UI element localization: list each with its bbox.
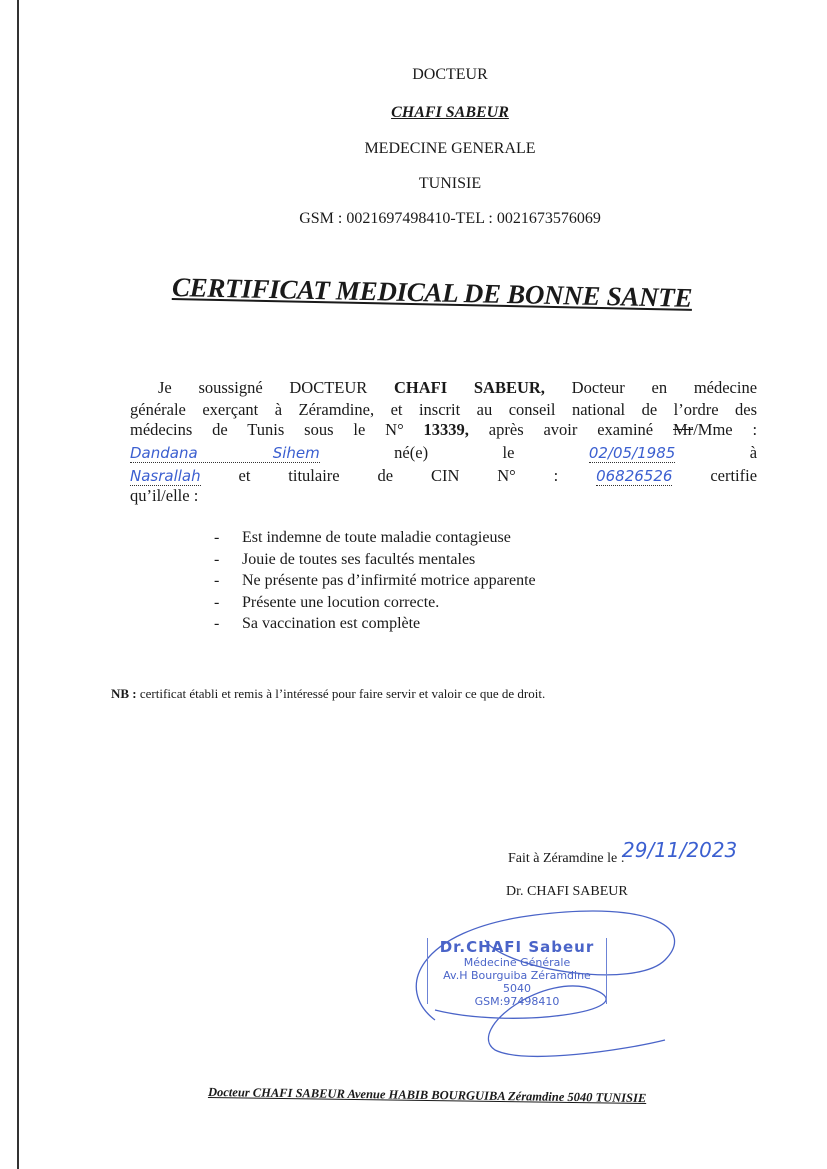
list-item: - Est indemne de toute maladie contagieuse [214, 527, 536, 549]
t: soussigné [198, 378, 263, 397]
t: /Mme : [693, 420, 758, 439]
t: Docteur [571, 378, 625, 397]
t: le [502, 443, 515, 462]
registration-number: 13339, [423, 420, 469, 439]
nb-label: NB : [111, 686, 137, 701]
cin-number: 06826526 [596, 467, 673, 485]
doctor-stamp [427, 938, 607, 1008]
list-item: - Jouie de toutes ses facultés mentales [214, 549, 536, 571]
t: de [377, 466, 394, 485]
t: N° : [497, 466, 559, 485]
t: CIN [430, 466, 460, 485]
t: titulaire [288, 466, 340, 485]
body-line-4 [130, 443, 757, 463]
birth-place: Nasrallah [130, 467, 201, 485]
footer-address: Docteur CHAFI SABEUR Avenue HABIB BOURGUIBA Zéramdine 5040 TUNISIE [207, 1084, 647, 1106]
list-item: - Ne présente pas d’infirmité motrice apparente [214, 570, 536, 592]
t: certifie [710, 466, 758, 485]
body-line-1 [130, 378, 757, 398]
nb-note [111, 686, 545, 702]
body-line-6: qu’il/elle : [130, 486, 199, 505]
t: Mr [673, 420, 694, 439]
body-line-5 [130, 466, 757, 486]
t: Je [158, 378, 172, 397]
stamp-specialty: Médecine Générale [463, 956, 571, 969]
country: TUNISIE [418, 175, 482, 192]
t: et [238, 466, 251, 485]
body-line-3 [130, 420, 757, 440]
stamp-name: Dr.CHAFI Sabeur [439, 938, 595, 956]
handwritten-date: 29/11/2023 [622, 838, 738, 862]
t: DOCTEUR [289, 378, 368, 397]
list-item: - Présente une locution correcte. [214, 592, 536, 614]
t: en [651, 378, 668, 397]
t: médecine [693, 378, 758, 397]
doctor-name: CHAFI SABEUR [391, 104, 509, 121]
list-item: - Sa vaccination est complète [214, 613, 536, 635]
birth-date: 02/05/1985 [588, 444, 676, 462]
certification-list [214, 527, 536, 635]
t: à [749, 443, 758, 462]
stamp-address: Av.H Bourguiba Zéramdine 5040 [443, 969, 591, 995]
t: après avoir examiné [488, 420, 654, 439]
signatory: Dr. CHAFI SABEUR [506, 884, 628, 899]
specialty: MEDECINE GENERALE [364, 140, 536, 157]
header-title: DOCTEUR [412, 66, 488, 83]
t: CHAFI SABEUR, [394, 378, 545, 397]
nb-text: certificat établi et remis à l’intéressé pour faire servir et valoir ce que de droit. [136, 686, 546, 701]
place-date-label: Fait à Zéramdine le : [508, 851, 625, 866]
document-title: CERTIFICAT MEDICAL DE BONNE SANTE [171, 272, 693, 313]
patient-name: Dandana Sihem [130, 444, 320, 462]
t: médecins de Tunis sous le N° [130, 420, 404, 439]
body-line-2: générale exerçant à Zéramdine, et inscrit au conseil national de l’ordre des [130, 400, 757, 419]
contact: GSM : 0021697498410-TEL : 0021673576069 [299, 210, 601, 227]
stamp-gsm: GSM:97498410 [474, 995, 560, 1008]
t: né(e) [394, 443, 429, 462]
